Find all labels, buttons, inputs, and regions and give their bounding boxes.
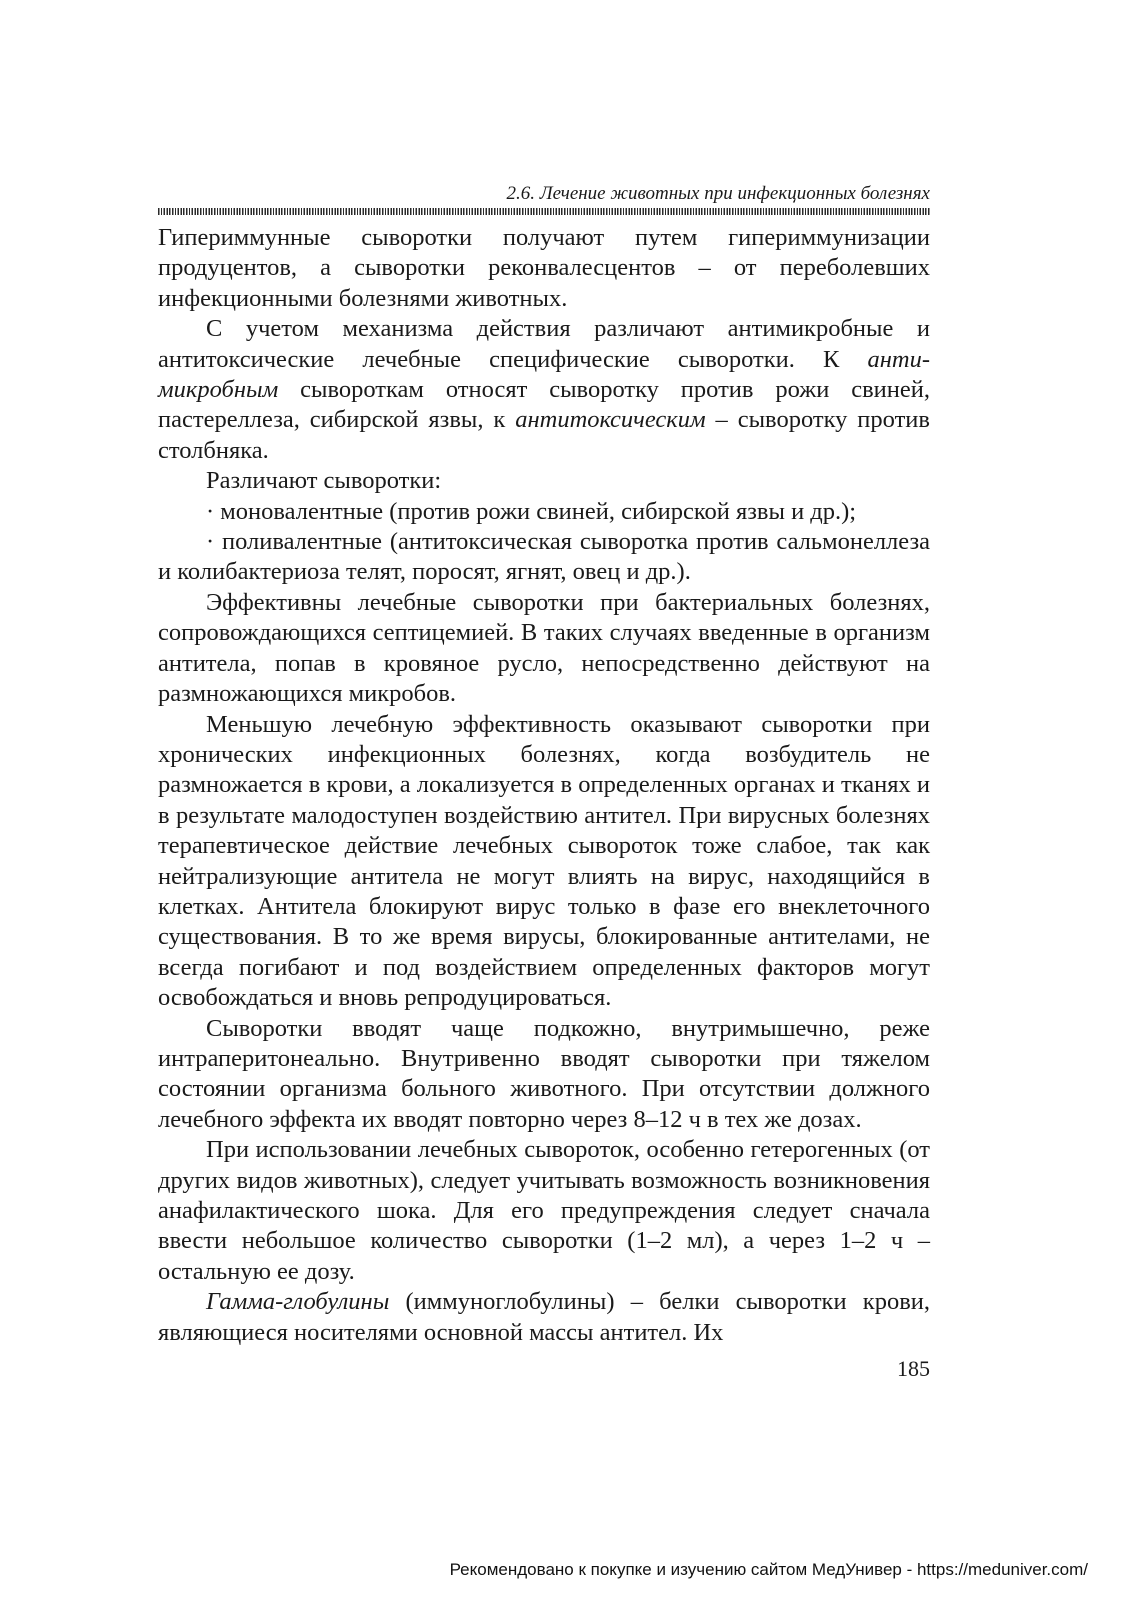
text-run: Сыворотки вводят чаще подкожно, внутримышечно, реже интраперитонеально. Внутривенно вводят сыворотки при тяжелом состоянии организма больного животного. При отсутствии должного лечебного эффекта их вводят повторно через 8–12 ч в тех же дозах.	[158, 1014, 930, 1133]
header-rule	[158, 208, 930, 215]
paragraph	[158, 1287, 930, 1348]
italic-term: Гамма-глобулины	[206, 1288, 390, 1316]
text-run: – сыворотку против столбняка.	[158, 406, 930, 464]
text-run: С учетом механизма действия различают антимикробные и антитоксические лечебные специфические сыворотки. К	[158, 315, 930, 373]
paragraph	[158, 1014, 930, 1136]
text-run: Гипериммунные сыворотки получают путем гипериммунизации продуцентов, а сыворотки реконвалесцентов – от переболевших инфекционными болезнями животных.	[158, 224, 930, 312]
italic-term: антимикробным	[158, 345, 930, 404]
paragraph	[158, 1135, 930, 1287]
text-run: сывороткам относят сыворотку против рожи свиней, пастереллеза, сибирской язвы, к	[158, 376, 930, 434]
paragraph	[158, 588, 930, 710]
book-page	[158, 182, 930, 1382]
paragraph	[158, 223, 930, 314]
paragraph	[158, 527, 930, 588]
paragraph	[158, 710, 930, 1014]
paragraph	[158, 466, 930, 496]
running-head: 2.6. Лечение животных при инфекционных болезнях	[506, 183, 930, 204]
text-run: · моновалентные (против рожи свиней, сибирской язвы и др.);	[206, 497, 857, 525]
paragraph	[158, 497, 930, 527]
body-text	[158, 223, 930, 1348]
text-run: Меньшую лечебную эффективность оказывают сыворотки при хронических инфекционных болезнях, когда возбудитель не размножается в крови, а локализуется в определенных органах и тканях и в результате малодоступен воздействию антител. При вирусных болезнях терапевтическое действие лечебных сывороток тоже слабое, так как нейтрализующие антитела не могут влиять на вирус, находящийся в клетках. Антитела блокируют вирус только в фазе его внеклеточного существования. В то же время вирусы, блокированные антителами, не всегда погибают и под воздействием определенных факторов могут освобождаться и вновь репродуцироваться.	[158, 710, 930, 1012]
text-run: Эффективны лечебные сыворотки при бактериальных болезнях, сопровождающихся септицемией. В таких случаях введенные в организм антитела, попав в кровяное русло, непосредственно действуют на размножающихся микробов.	[158, 588, 930, 708]
watermark-text: Рекомендовано к покупке и изучению сайтом МедУнивер - https://meduniver.com/	[449, 1560, 1088, 1579]
italic-term: антитоксическим	[515, 406, 706, 434]
page-number: 185	[897, 1356, 930, 1382]
text-run: (иммуноглобулины) – белки сыворотки крови, являющиеся носителями основной массы антител. Их	[158, 1288, 930, 1346]
text-run: При использовании лечебных сывороток, особенно гетерогенных (от других видов животных), следует учитывать возможность возникновения анафилактического шока. Для его предупреждения следует сначала ввести небольшое количество сыворотки (1–2 мл), а через 1–2 ч – остальную ее дозу.	[158, 1136, 930, 1285]
text-run: · поливалентные (антитоксическая сыворотка против сальмонеллеза и колибактериоза телят, поросят, ягнят, овец и др.).	[158, 528, 930, 586]
text-run: Различают сыворотки:	[206, 467, 442, 495]
paragraph	[158, 314, 930, 466]
